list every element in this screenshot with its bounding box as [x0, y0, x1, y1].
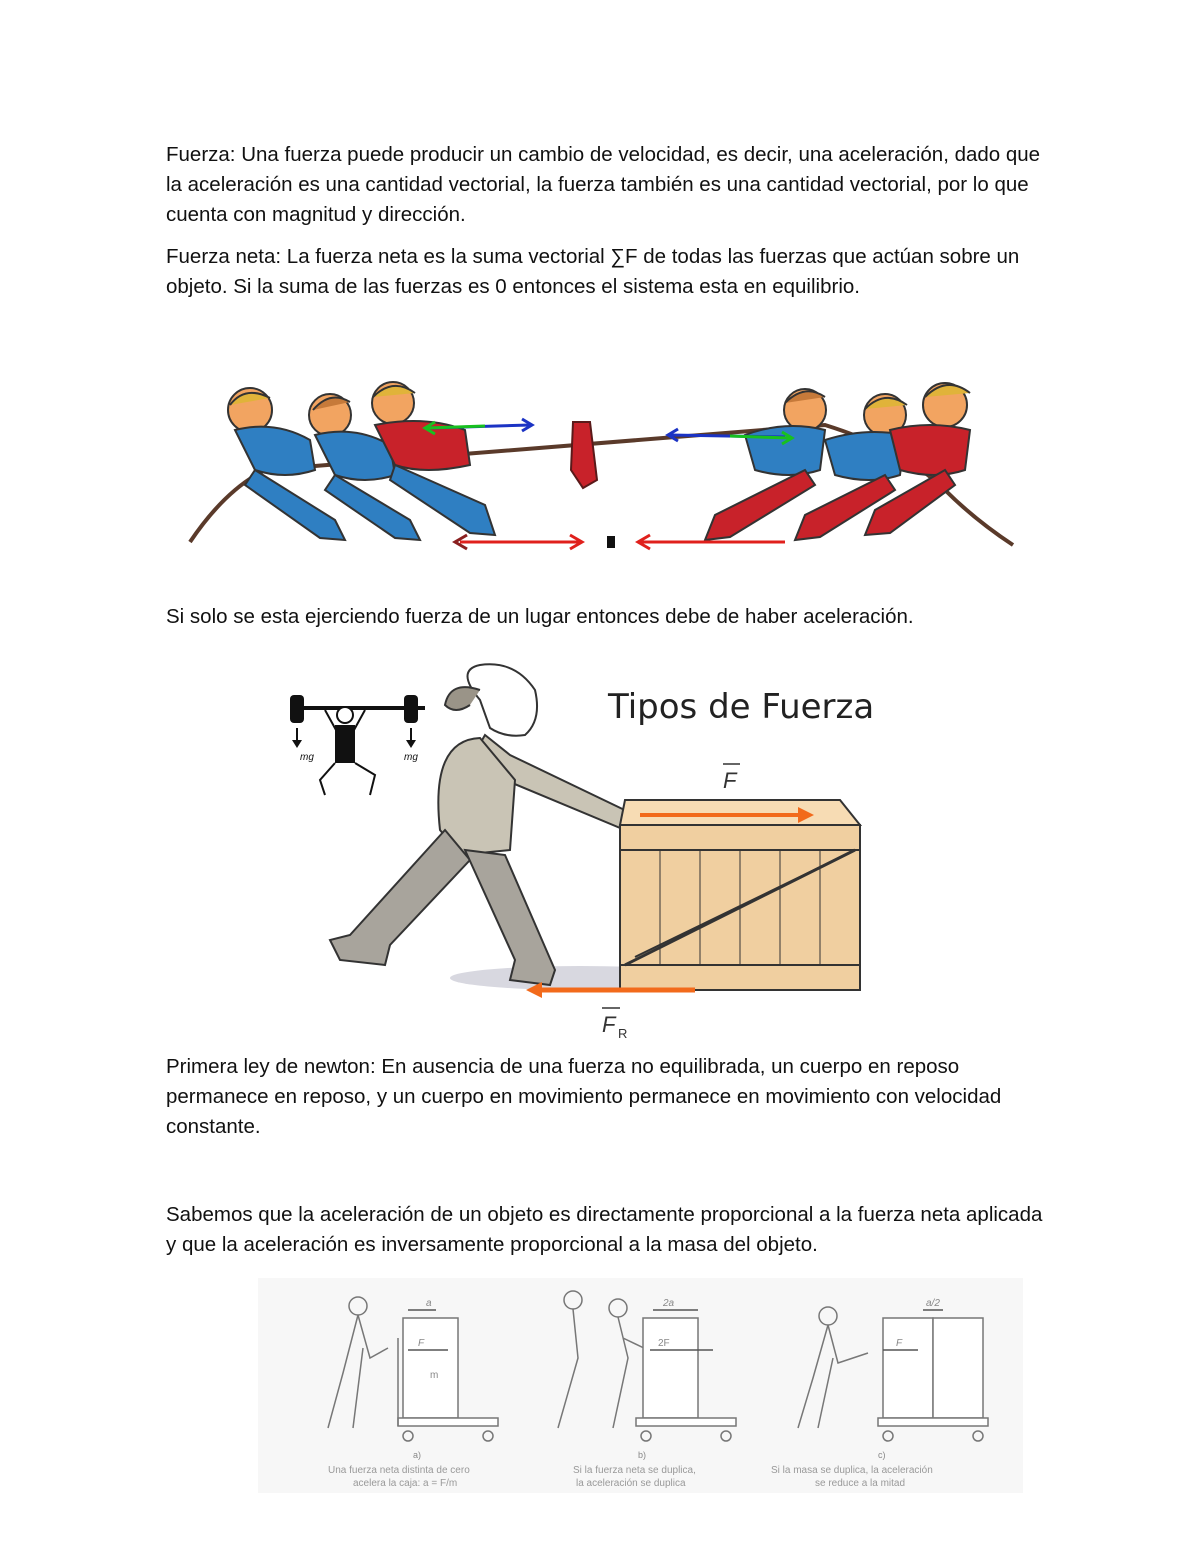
- rope-flag: [571, 422, 597, 488]
- panel-c-accel-label: a/2: [926, 1298, 940, 1309]
- paragraph-primera-ley: Primera ley de newton: En ausencia de una fuerza no equilibrada, un cuerpo en reposo permanece en reposo, y un cuerpo en movimiento permanece en movimiento con velocidad constante.: [166, 1055, 1002, 1138]
- panel-a-accel-label: a: [426, 1298, 432, 1309]
- panel-b-accel-label: 2a: [663, 1298, 675, 1309]
- panel-c-force-label: F: [896, 1338, 903, 1349]
- weightlifter: [290, 695, 425, 795]
- panel-a-letter: a): [413, 1450, 422, 1460]
- panel-a-force-label: F: [418, 1338, 425, 1349]
- tipos-de-fuerza-figure: [280, 660, 880, 1045]
- panel-c-caption-1: Si la masa se duplica, la aceleración: [771, 1465, 933, 1476]
- force-label: F: [723, 768, 737, 793]
- tug-of-war-illustration: [185, 370, 1015, 560]
- mass-label-right: mg: [404, 752, 418, 763]
- panel-c-caption-2: se reduce a la mitad: [815, 1478, 906, 1489]
- left-team: [228, 382, 495, 540]
- newton-second-law-illustration: [258, 1278, 1023, 1493]
- paragraph-fuerza: Fuerza: Una fuerza puede producir un cambio de velocidad, es decir, una aceleración, dado que la aceleración es una cantidad vectorial, la fuerza también es una cantidad vectorial, por lo que cuenta con magnitud y dirección.: [166, 143, 1041, 226]
- paragraph-fuerza-neta: Fuerza neta: La fuerza neta es la suma vectorial ∑F de todas las fuerzas que actúan sobre un objeto. Si la suma de las fuerzas es 0 entonces el sistema esta en equilibrio.: [166, 245, 1020, 298]
- applied-force-arrow: [640, 764, 814, 823]
- panel-b-caption-2: la aceleración se duplica: [576, 1478, 686, 1489]
- tug-of-war-figure: [185, 370, 1015, 560]
- panel-c-letter: c): [878, 1450, 886, 1460]
- tipos-de-fuerza-illustration: [280, 660, 880, 1045]
- panel-b-letter: b): [638, 1450, 647, 1460]
- mass-label-left: mg: [300, 752, 314, 763]
- paragraph-segunda-ley: Sabemos que la aceleración de un objeto es directamente proporcional a la fuerza neta aplicada y que la aceleración es inversamente proporcional a la masa del objeto.: [166, 1203, 1043, 1256]
- paragraph-aceleracion: Si solo se esta ejerciendo fuerza de un lugar entonces debe de haber aceleración.: [166, 605, 914, 628]
- panel-b-caption-1: Si la fuerza neta se duplica,: [573, 1465, 696, 1476]
- woman-pushing: [330, 664, 645, 985]
- right-team: [705, 383, 970, 540]
- friction-label: F: [602, 1012, 616, 1037]
- panel-a-caption-1: Una fuerza neta distinta de cero: [328, 1465, 470, 1476]
- panel-b-force-label: 2F: [658, 1338, 670, 1349]
- panel-a-mass-label: m: [430, 1370, 439, 1381]
- newton-second-law-figure: [258, 1278, 1023, 1493]
- panel-a-caption-2: acelera la caja: a = F/m: [353, 1478, 458, 1489]
- friction-arrow: [526, 982, 695, 1041]
- friction-subscript: R: [618, 1026, 628, 1041]
- crate: [620, 800, 860, 990]
- figure-title: Tipos de Fuerza: [608, 687, 875, 727]
